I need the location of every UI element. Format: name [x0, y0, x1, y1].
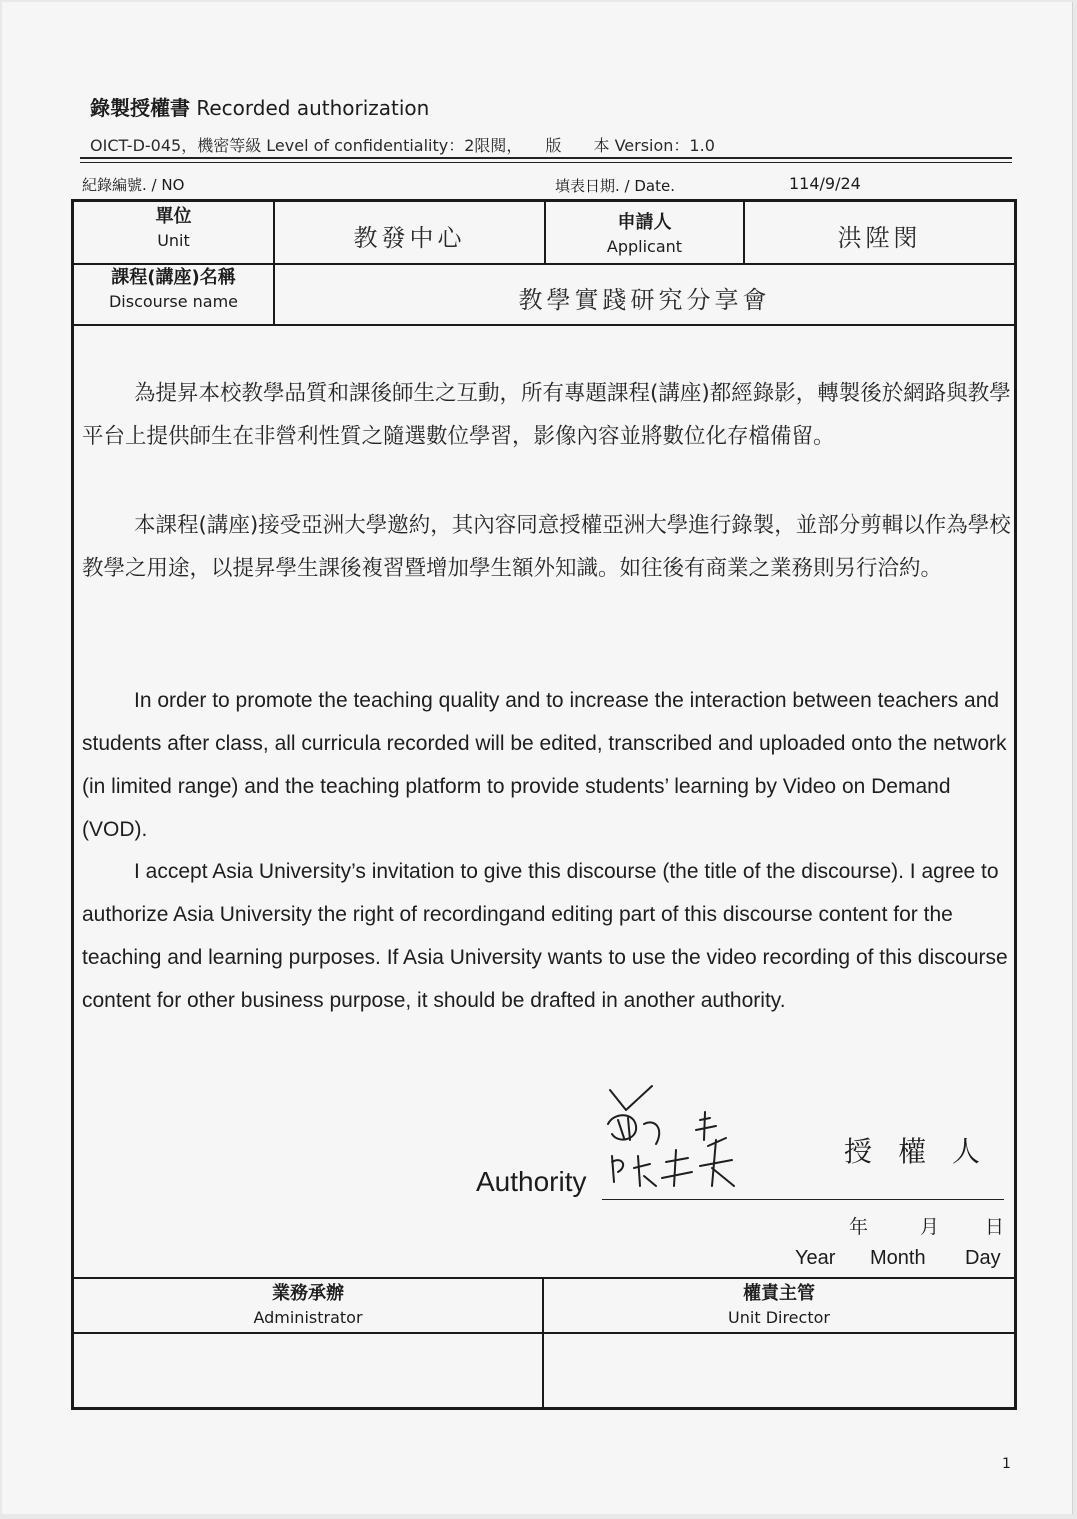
zh-paragraph-1: 為提昇本校教學品質和課後師生之互動，所有專題課程(講座)都經錄影，轉製後於網路與教學平台上提供師生在非營利性質之隨選數位學習，影像內容並將數位化存檔備留。 [82, 381, 1011, 449]
course-label-en: Discourse name [108, 292, 239, 311]
applicant-label-en: Applicant [606, 237, 683, 256]
confidentiality-level: ，機密等級 Level of confidentiality：2限閱， [181, 136, 523, 155]
header-rule-thick [80, 157, 1012, 159]
zh-paragraph-2: 本課程(講座)接受亞洲大學邀約，其內容同意授權亞洲大學進行錄製，並部分剪輯以作為學校教學之用途，以提昇學生課後複習暨增加學生額外知識。如往後有商業之業務則另行洽約。 [82, 513, 1011, 581]
administrator-label-cell [74, 1282, 542, 1330]
record-number-label: 紀錄編號. / NO [82, 176, 185, 194]
signature-line [602, 1199, 1004, 1200]
course-label-zh: 課程(講座)名稱 [111, 267, 236, 288]
form-meta [90, 133, 733, 156]
unit-label-cell [74, 205, 273, 253]
date-value: 114/9/24 [789, 174, 861, 193]
document-page [2, 2, 1073, 1514]
year-label-zh: 年 [849, 1216, 869, 1238]
form-code: OICT-D-045 [90, 136, 182, 155]
row-divider-2 [74, 324, 1014, 326]
title-zh: 錄製授權書 [90, 96, 190, 120]
title-en: Recorded authorization [196, 96, 430, 120]
administrator-label-en: Administrator [253, 1308, 363, 1327]
date-label: 填表日期. / Date. [555, 177, 675, 195]
en-paragraph-1: In order to promote the teaching quality and to increase the interaction between teachers and students after class, all curricula recorded will be edited, transcribed and uploaded onto the network (in limited range) and the teaching platform to provide students’ learning by Video on Demand (VOD). [82, 689, 1007, 841]
approval-divider-mid [74, 1332, 1014, 1334]
day-label-en: Day [965, 1247, 1001, 1269]
director-label-cell [544, 1282, 1014, 1330]
approval-divider-top [74, 1277, 1014, 1279]
header-rule-thin [80, 162, 1012, 163]
administrator-label-zh: 業務承辦 [272, 1283, 344, 1304]
month-label-en: Month [870, 1247, 926, 1269]
month-label-zh: 月 [920, 1216, 940, 1238]
day-label-zh: 日 [985, 1216, 1005, 1238]
director-label-zh: 權責主管 [743, 1283, 815, 1304]
en-paragraph-2: I accept Asia University’s invitation to give this discourse (the title of the discourse). I agree to authorize Asia University the right of recordingand editing part of this discourse content for the teaching and learning purposes. If Asia University wants to use the video recording of this discourse content for other business purpose, it should be drafted in another authority. [82, 860, 1008, 1012]
page-number: 1 [1002, 1456, 1011, 1472]
unit-value: 教發中心 [353, 224, 466, 252]
applicant-value: 洪陞閔 [837, 224, 922, 252]
director-label-en: Unit Director [728, 1308, 830, 1327]
year-label-en: Year [795, 1247, 836, 1269]
grantor-label: 授權人 [844, 1135, 1007, 1168]
applicant-label-zh: 申請人 [617, 212, 672, 233]
applicant-label-cell [546, 211, 743, 259]
version-label: 版 本 Version：1.0 [545, 136, 715, 155]
handwritten-signature [604, 1082, 754, 1194]
unit-label-en: Unit [157, 231, 190, 250]
unit-label-zh: 單位 [155, 206, 192, 227]
document-title [90, 92, 429, 121]
course-value: 教學實踐研究分享會 [518, 286, 771, 314]
course-label-cell [74, 266, 273, 314]
authority-label: Authority [476, 1166, 587, 1197]
